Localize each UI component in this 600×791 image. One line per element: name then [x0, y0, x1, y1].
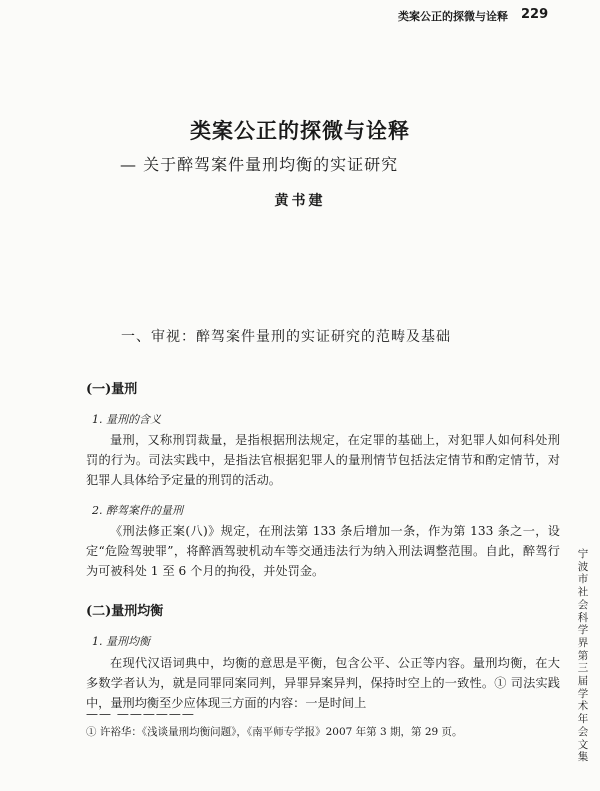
paragraph-drunk-driving [86, 521, 560, 581]
paragraph-text: 在现代汉语词典中，均衡的意思是平衡，包含公平、公正等内容。量刑均衡，在大多数学者认为，就是同罪同案同判，异罪异案异判，保持时空上的一致性。① 司法实践中，量刑均衡至少应体现三方面的内容：一是时间上 [86, 656, 560, 710]
article-subtitle: — 关于醉驾案件量刑均衡的实证研究 [120, 155, 399, 174]
running-title: 类案公正的探微与诠释 [398, 10, 508, 23]
subsection-heading-sentencing: (一)量刑 [86, 382, 138, 397]
paragraph-text: 《刑法修正案(八)》规定，在刑法第 133 条后增加一条，作为第 133 条之一，设定“危险驾驶罪”，将醉酒驾驶机动车等交通违法行为纳入刑法调整范围。自此，醉驾行为可被科处 1 至 6 个月的拘役，并处罚金。 [86, 524, 560, 578]
item-heading-balance: 1. 量刑均衡 [92, 635, 150, 648]
footnote: ① 许裕华：《浅谈量刑均衡问题》，《南平师专学报》2007 年第 3 期，第 29 页。 [86, 726, 463, 738]
paragraph-balance [86, 653, 560, 713]
subsection-heading-balance: (二)量刑均衡 [86, 604, 164, 619]
author: 黄书建 [274, 193, 326, 209]
item-heading-meaning: 1. 量刑的含义 [92, 413, 161, 426]
paragraph-meaning [86, 430, 560, 490]
page-number: 229 [521, 7, 549, 22]
margin-note: 宁波市社会科学界第三届学术年会文集 [577, 548, 589, 764]
item-heading-drunk-driving: 2. 醉驾案件的量刑 [92, 504, 183, 517]
article-title: 类案公正的探微与诠释 [190, 118, 410, 143]
paragraph-text: 量刑，又称刑罚裁量，是指根据刑法规定，在定罪的基础上，对犯罪人如何科处刑罚的行为。司法实践中，是指法官根据犯罪人的量刑情节包括法定情节和酌定情节，对犯罪人具体给予定量的刑罚的活动。 [86, 433, 560, 487]
footnote-rule: —— —————— [86, 707, 195, 721]
section-heading: 一、审视：醉驾案件量刑的实证研究的范畴及基础 [121, 329, 451, 345]
